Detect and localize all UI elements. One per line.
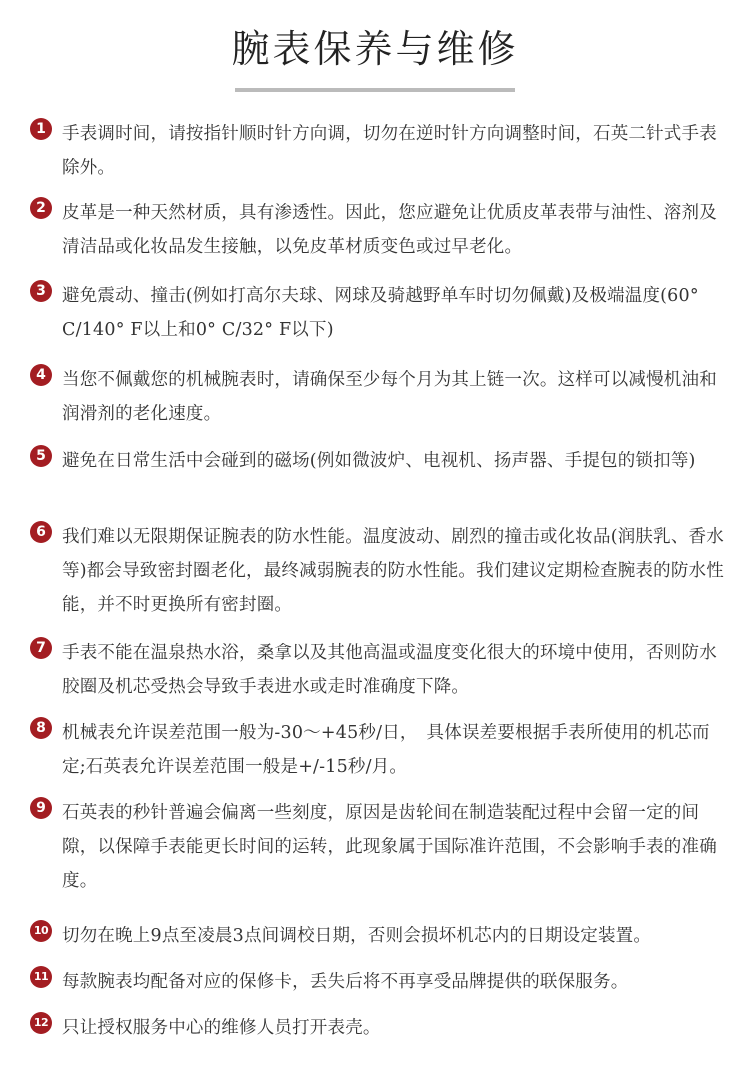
list-item <box>30 965 730 999</box>
number-badge: 2 <box>30 197 52 219</box>
item-text: 我们难以无限期保证腕表的防水性能。温度波动、剧烈的撞击或化妆品(润肤乳、香水等)都会导致密封圈老化，最终减弱腕表的防水性能。我们建议定期检查腕表的防水性能，并不时更换所有密封圈。 <box>62 527 724 615</box>
item-text: 每款腕表均配备对应的保修卡，丢失后将不再享受品牌提供的联保服务。 <box>62 972 629 992</box>
number-badge: 8 <box>30 717 52 739</box>
list-item <box>30 919 730 953</box>
number-badge: 1 <box>30 118 52 140</box>
list-item <box>30 520 730 622</box>
list-item <box>30 117 730 185</box>
item-text: 手表不能在温泉热水浴，桑拿以及其他高温或温度变化很大的环境中使用，否则防水胶圈及机芯受热会导致手表进水或走时准确度下降。 <box>62 643 717 697</box>
item-text: 皮革是一种天然材质，具有渗透性。因此，您应避免让优质皮革表带与油性、溶剂及清洁品或化妆品发生接触，以免皮革材质变色或过早老化。 <box>62 203 717 257</box>
item-text: 当您不佩戴您的机械腕表时，请确保至少每个月为其上链一次。这样可以减慢机油和润滑剂的老化速度。 <box>62 370 717 424</box>
list-item <box>30 363 730 431</box>
item-text: 手表调时间，请按指针顺时针方向调，切勿在逆时针方向调整时间，石英二针式手表除外。 <box>62 124 717 178</box>
title-divider <box>235 88 515 92</box>
number-badge: 7 <box>30 637 52 659</box>
number-badge: 5 <box>30 445 52 467</box>
number-badge: 9 <box>30 797 52 819</box>
number-badge: 3 <box>30 280 52 302</box>
list-item <box>30 279 730 347</box>
item-text: 避免在日常生活中会碰到的磁场(例如微波炉、电视机、扬声器、手提包的锁扣等) <box>62 451 696 471</box>
item-text: 石英表的秒针普遍会偏离一些刻度，原因是齿轮间在制造装配过程中会留一定的间隙，以保障手表能更长时间的运转，此现象属于国际准许范围，不会影响手表的准确度。 <box>62 803 717 891</box>
item-text: 避免震动、撞击(例如打高尔夫球、网球及骑越野单车时切勿佩戴)及极端温度(60° C/140° F以上和0° C/32° F以下) <box>62 286 699 340</box>
number-badge: 10 <box>30 920 52 942</box>
list-item <box>30 444 730 478</box>
list-item <box>30 716 730 784</box>
number-badge: 6 <box>30 521 52 543</box>
number-badge: 11 <box>30 966 52 988</box>
list-item <box>30 1011 730 1045</box>
number-badge: 4 <box>30 364 52 386</box>
list-item <box>30 196 730 264</box>
page-title: 腕表保养与维修 <box>231 27 519 71</box>
item-text: 切勿在晚上9点至凌晨3点间调校日期，否则会损坏机芯内的日期设定装置。 <box>62 926 652 946</box>
list-item <box>30 796 730 898</box>
item-text: 只让授权服务中心的维修人员打开表壳。 <box>62 1018 381 1038</box>
item-text: 机械表允许误差范围一般为-30～+45秒/日， 具体误差要根据手表所使用的机芯而定;石英表允许误差范围一般是+/-15秒/月。 <box>62 723 710 777</box>
list-item <box>30 636 730 704</box>
number-badge: 12 <box>30 1012 52 1034</box>
